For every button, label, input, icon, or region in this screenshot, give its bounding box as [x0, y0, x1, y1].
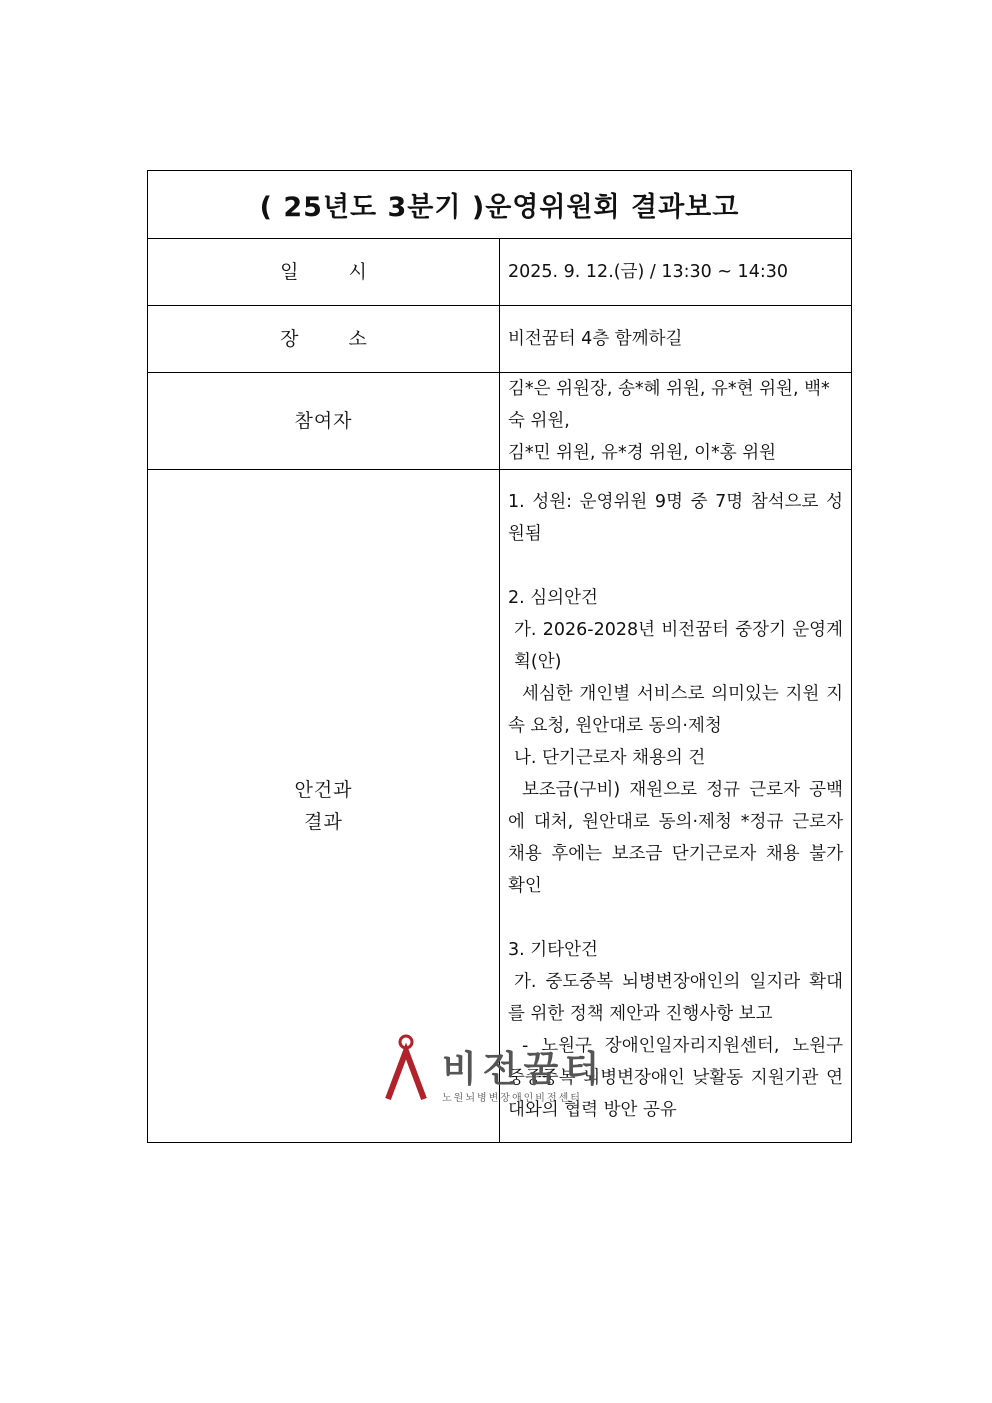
report-title: ( 25년도 3분기 )운영위원회 결과보고: [148, 171, 852, 239]
participants-value: [500, 373, 852, 470]
item-na-title: 나. 단기근로자 채용의 건: [514, 748, 706, 768]
place-value: 비전꿈터 4층 함께하길: [500, 306, 852, 373]
logo-subtitle: 노원뇌병변장애인비전센터: [442, 1093, 582, 1104]
organization-logo: [384, 1033, 604, 1105]
date-label: 일 시: [148, 239, 500, 306]
deliberation-heading: 2. 심의안건: [508, 588, 598, 608]
item-ga-title: 가. 2026-2028년 비전꿈터 중장기 운영계획(안): [514, 620, 843, 672]
other-ga-title: 가. 중도중복 뇌병변장애인의 일지라 확대를 위한 정책 제안과 진행사항 보고: [508, 972, 843, 1024]
item-ga-result: 세심한 개인별 서비스로 의미있는 지원 지속 요청, 원안대로 동의·제청: [508, 684, 843, 736]
other-heading: 3. 기타안건: [508, 940, 598, 960]
person-mark-icon: [384, 1033, 440, 1105]
agenda-label: 안건과 결과: [148, 470, 500, 1143]
participants-line-2: 김*민 위원, 유*경 위원, 이*홍 위원: [508, 443, 777, 463]
quorum-text: 1. 성원: 운영위원 9명 중 7명 참석으로 성원됨: [508, 492, 843, 544]
report-table: [147, 170, 852, 1143]
other-ga-detail: - 노원구 장애인일자리지원센터, 노원구 중증중복 뇌병변장애인 낮활동 지원기관 연대와의 협력 방안 공유: [508, 1036, 843, 1120]
date-value: 2025. 9. 12.(금) / 13:30 ~ 14:30: [500, 239, 852, 306]
participants-line-1: 김*은 위원장, 송*혜 위원, 유*현 위원, 백*숙 위원,: [508, 379, 830, 431]
item-na-result: 보조금(구비) 재원으로 정규 근로자 공백에 대처, 원안대로 동의·제청 *정규 근로자 채용 후에는 보조금 단기근로자 채용 불가 확인: [508, 780, 843, 896]
place-label: 장 소: [148, 306, 500, 373]
participants-label: 참여자: [148, 373, 500, 470]
logo-name: 비전꿈터: [442, 1049, 606, 1090]
